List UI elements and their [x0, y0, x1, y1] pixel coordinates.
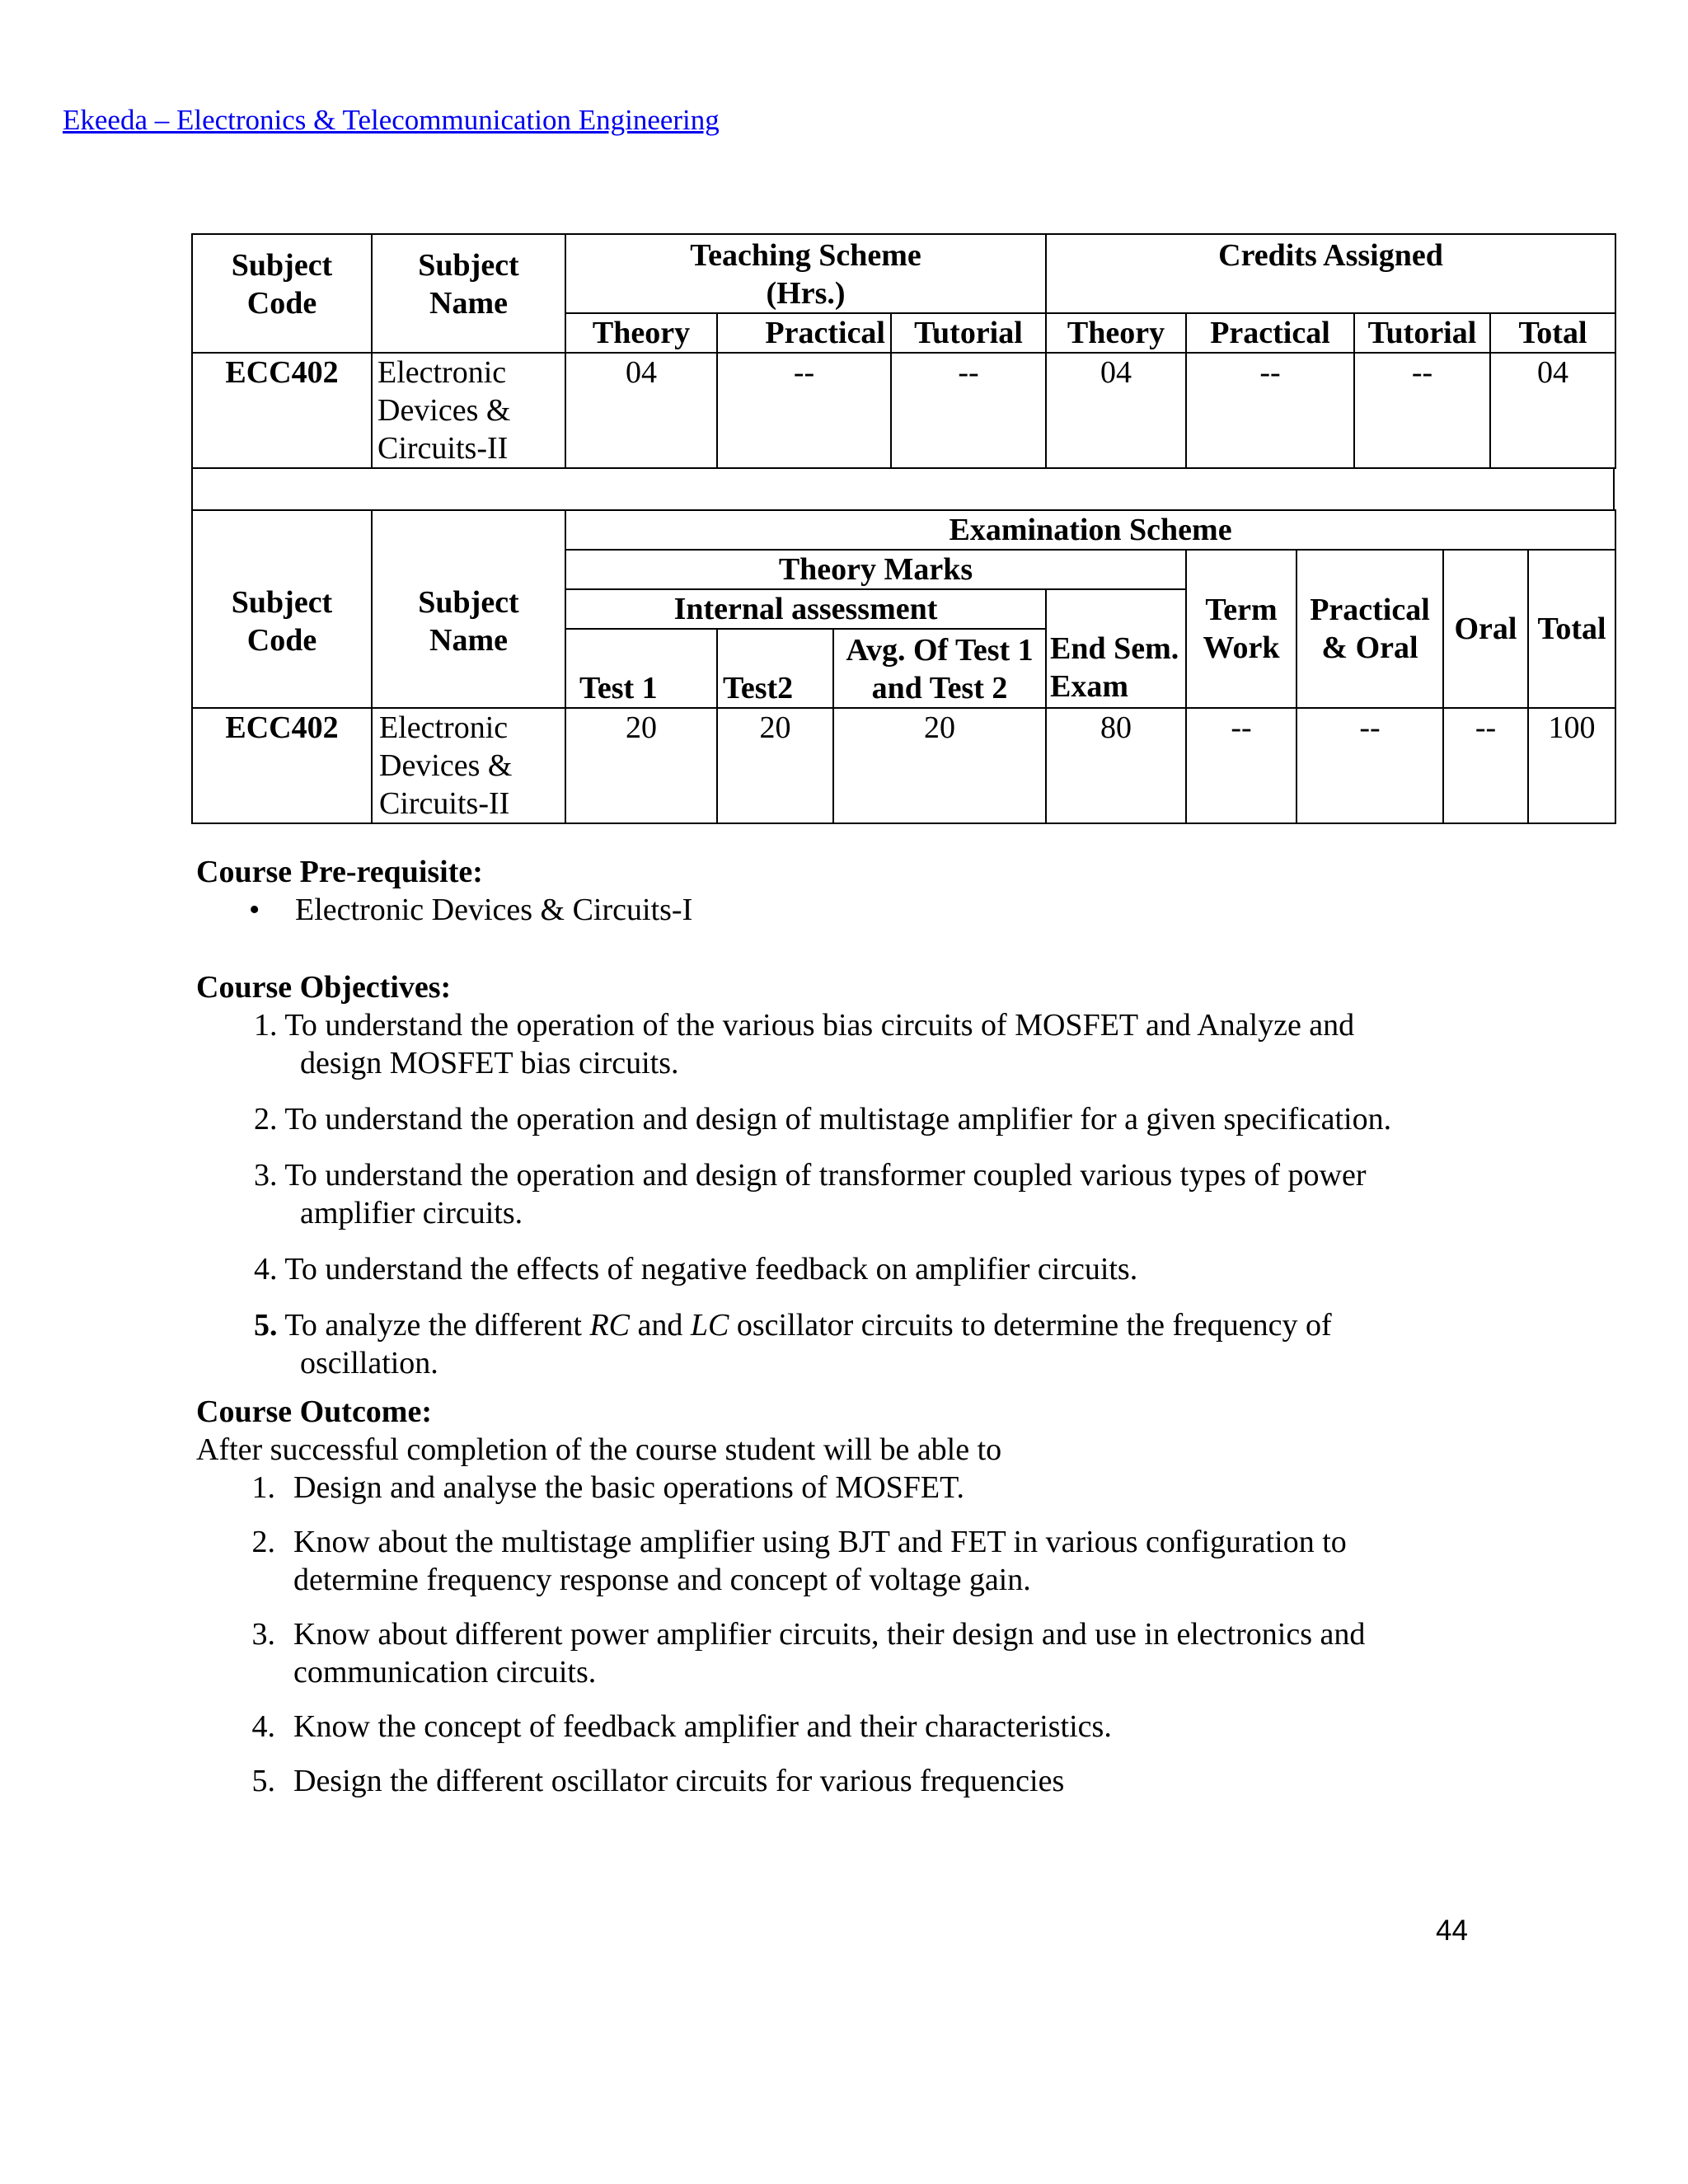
teaching-theory-header: Theory	[565, 313, 717, 353]
outcome-text: Design and analyse the basic operations of MOSFET.	[293, 1470, 965, 1505]
header-link[interactable]: Ekeeda – Electronics & Telecommunication Engineering	[63, 104, 720, 136]
outcome-text-cont: determine frequency response and concept of voltage gain.	[293, 1563, 1031, 1597]
term-work-cell: --	[1186, 708, 1296, 823]
teaching-practical-cell: --	[717, 353, 891, 468]
objectives-section	[196, 968, 1391, 1382]
test2-cell: 20	[717, 708, 833, 823]
practical-oral-header: Practical & Oral	[1296, 550, 1443, 708]
objective-number: 3.	[254, 1158, 278, 1193]
exam-subject-code-cell: ECC402	[192, 708, 372, 823]
avg-test-header: Avg. Of Test 1 and Test 2	[833, 629, 1046, 708]
internal-assessment-header: Internal assessment	[565, 589, 1046, 629]
table-spacer	[191, 468, 1615, 509]
objective-text-cont: design MOSFET bias circuits.	[300, 1046, 679, 1080]
objective-text: and	[630, 1308, 691, 1343]
practical-oral-cell: --	[1296, 708, 1443, 823]
exam-subject-name-cell: Electronic Devices & Circuits-II	[372, 708, 565, 823]
credit-theory-cell: 04	[1046, 353, 1186, 468]
objective-item	[196, 1250, 1391, 1288]
test1-cell: 20	[565, 708, 717, 823]
theory-marks-header: Theory Marks	[565, 550, 1186, 589]
teaching-scheme-table	[191, 233, 1616, 469]
credit-tutorial-header: Tutorial	[1354, 313, 1490, 353]
objective-item	[196, 1306, 1391, 1382]
subject-code-header: Subject Code	[192, 234, 372, 353]
outcome-text: Know about different power amplifier circuits, their design and use in electronics and	[293, 1617, 1366, 1652]
avg-test-cell: 20	[833, 708, 1046, 823]
credit-practical-cell: --	[1186, 353, 1354, 468]
outcome-item	[196, 1523, 1365, 1599]
prerequisite-title: Course Pre-requisite:	[196, 855, 483, 889]
objective-text-cont: oscillation.	[300, 1346, 438, 1380]
oral-cell: --	[1443, 708, 1528, 823]
objective-text: oscillator circuits to determine the frequency of	[729, 1308, 1332, 1343]
teaching-tutorial-header: Tutorial	[891, 313, 1046, 353]
outcome-item	[196, 1615, 1365, 1691]
credit-practical-header: Practical	[1186, 313, 1354, 353]
teaching-scheme-header: Teaching Scheme (Hrs.)	[565, 234, 1046, 313]
outcome-text: Know the concept of feedback amplifier and their characteristics.	[293, 1709, 1112, 1744]
bullet-icon: •	[249, 893, 260, 927]
outcome-text: Know about the multistage amplifier using BJT and FET in various configuration to	[293, 1525, 1347, 1559]
credits-assigned-header: Credits Assigned	[1046, 234, 1615, 313]
credit-total-cell: 04	[1490, 353, 1615, 468]
objective-number: 1.	[254, 1008, 278, 1043]
test2-header: Test2	[717, 629, 833, 708]
term-work-header: Term Work	[1186, 550, 1296, 708]
outcome-item	[196, 1469, 1365, 1507]
examination-scheme-header: Examination Scheme	[565, 510, 1615, 550]
examination-scheme-table	[191, 509, 1616, 824]
exam-subject-code-header: Subject Code	[192, 510, 372, 708]
credit-tutorial-cell: --	[1354, 353, 1490, 468]
objective-number: 4.	[254, 1252, 278, 1286]
credit-total-header: Total	[1490, 313, 1615, 353]
objective-text: To understand the operation and design of multistage amplifier for a given specification.	[284, 1102, 1392, 1137]
teaching-practical-header: Practical	[717, 313, 891, 353]
outcome-number: 2.	[251, 1525, 275, 1559]
objective-item	[196, 1156, 1391, 1232]
outcome-intro: After successful completion of the course student will be able to	[196, 1432, 1002, 1467]
outcome-number: 4.	[251, 1709, 275, 1744]
teaching-theory-cell: 04	[565, 353, 717, 468]
credit-theory-header: Theory	[1046, 313, 1186, 353]
outcome-title: Course Outcome:	[196, 1394, 432, 1429]
objectives-title: Course Objectives:	[196, 970, 452, 1005]
objective-text: To understand the effects of negative feedback on amplifier circuits.	[284, 1252, 1138, 1286]
prerequisite-item-text: Electronic Devices & Circuits-I	[295, 893, 693, 927]
objective-text: To understand the operation and design of transformer coupled various types of power	[284, 1158, 1367, 1193]
objective-text: To understand the operation of the various bias circuits of MOSFET and Analyze and	[284, 1008, 1355, 1043]
total-cell: 100	[1528, 708, 1615, 823]
prerequisite-item	[196, 891, 692, 929]
test1-header: Test 1	[565, 629, 717, 708]
end-sem-cell: 80	[1046, 708, 1186, 823]
objective-number: 2.	[254, 1102, 278, 1137]
total-header: Total	[1528, 550, 1615, 708]
outcome-item	[196, 1708, 1365, 1746]
prerequisite-section	[196, 853, 692, 929]
objective-text: To analyze the different	[284, 1308, 590, 1343]
outcome-text: Design the different oscillator circuits for various frequencies	[293, 1764, 1065, 1798]
rc-term: RC	[589, 1308, 631, 1343]
subject-name-cell: Electronic Devices & Circuits-II	[372, 353, 565, 468]
objective-item	[196, 1100, 1391, 1138]
lc-term: LC	[690, 1308, 729, 1343]
outcome-number: 3.	[251, 1617, 275, 1652]
teaching-tutorial-cell: --	[891, 353, 1046, 468]
outcome-number: 5.	[251, 1764, 275, 1798]
outcome-text-cont: communication circuits.	[293, 1655, 597, 1690]
exam-subject-name-header: Subject Name	[372, 510, 565, 708]
subject-code-cell: ECC402	[192, 353, 372, 468]
objective-item	[196, 1006, 1391, 1082]
outcome-section	[196, 1393, 1365, 1800]
page-number: 44	[1436, 1915, 1468, 1947]
end-sem-header: End Sem. Exam	[1046, 589, 1186, 708]
oral-header: Oral	[1443, 550, 1528, 708]
outcome-item	[196, 1762, 1365, 1800]
objective-text-cont: amplifier circuits.	[300, 1196, 523, 1230]
subject-name-header: Subject Name	[372, 234, 565, 353]
outcome-number: 1.	[251, 1470, 275, 1505]
objective-number: 5.	[254, 1308, 278, 1343]
